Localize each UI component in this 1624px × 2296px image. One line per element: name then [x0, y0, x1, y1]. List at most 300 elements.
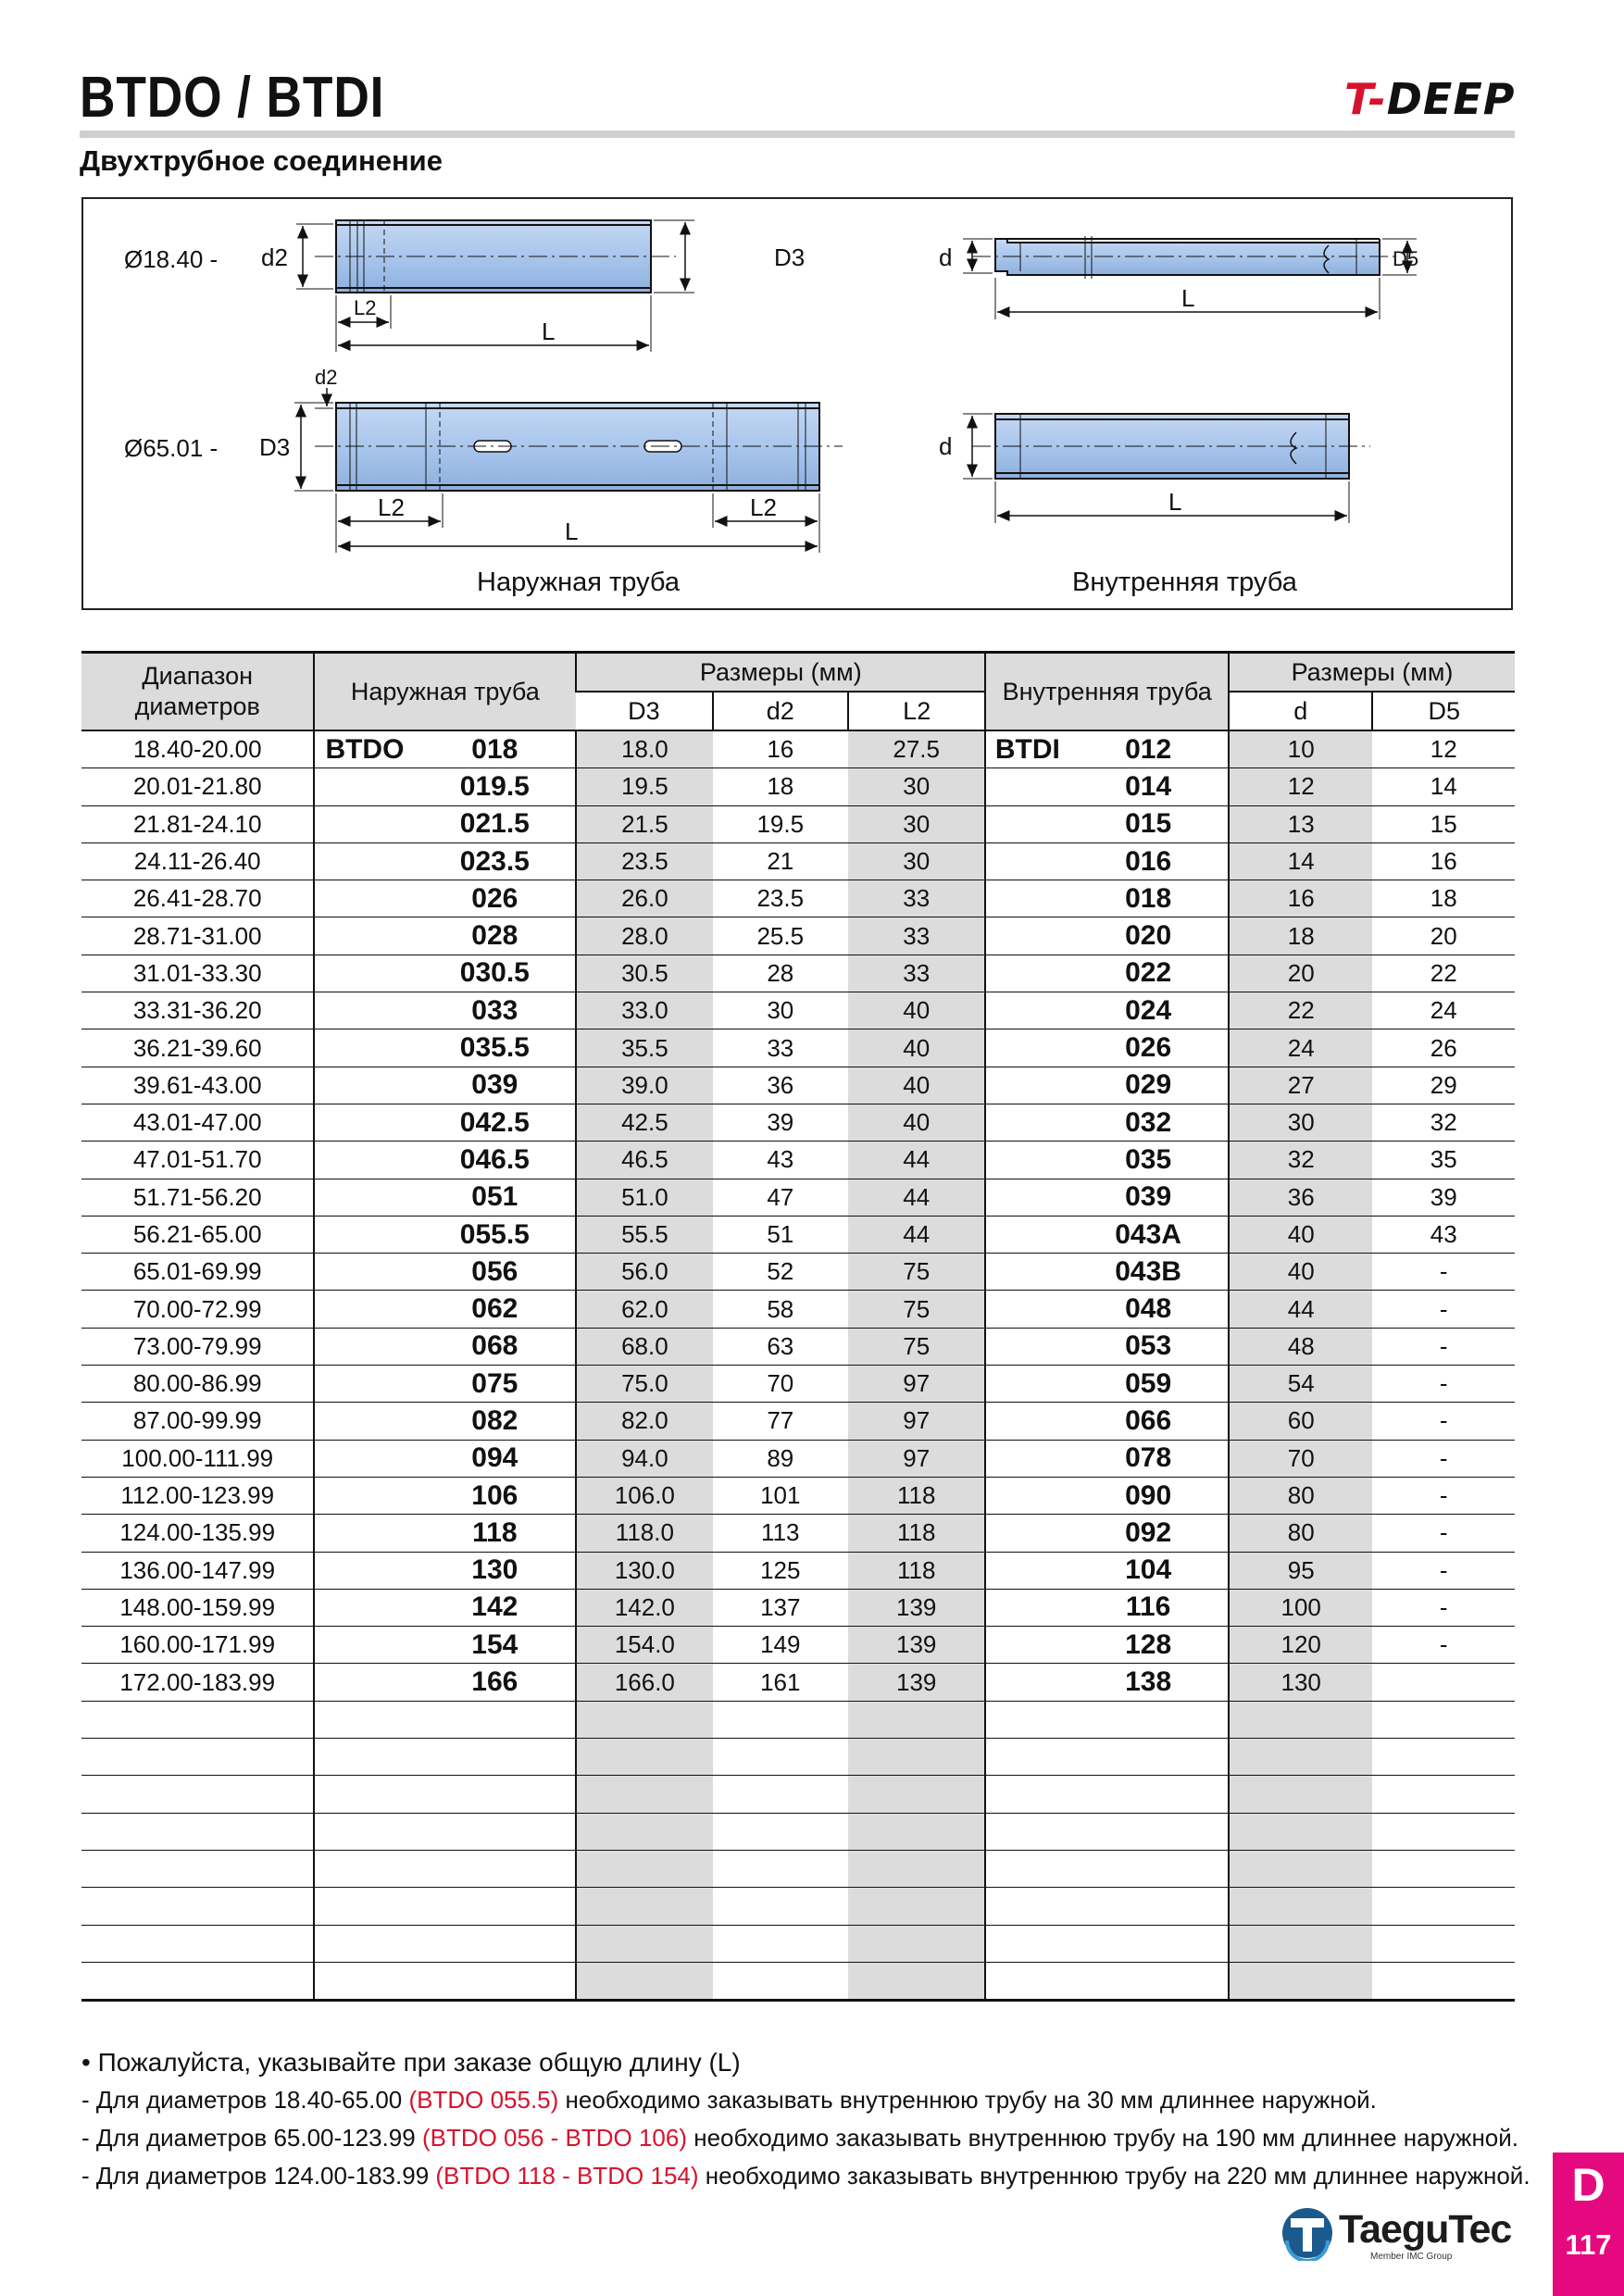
L2-cell: 75: [848, 1254, 985, 1291]
inner-code-cell: 015: [1068, 805, 1229, 842]
outer-prefix-cell: [314, 880, 414, 917]
table-row: [81, 1888, 1515, 1925]
range-cell: [81, 1925, 314, 1962]
inner-code-cell: 138: [1068, 1664, 1229, 1701]
L2-cell: [848, 1739, 985, 1776]
table-row: [81, 805, 1515, 842]
label-L2-right: L2: [750, 493, 777, 521]
d-cell: 54: [1229, 1366, 1373, 1403]
inner-prefix-cell: [985, 992, 1068, 1029]
outer-code-cell: 028: [414, 917, 576, 955]
outer-code-cell: [414, 1850, 576, 1887]
header-D5: D5: [1372, 692, 1515, 730]
header-outer-tube: Наружная труба: [314, 653, 576, 731]
outer-short-prefix: Ø18.40 -: [124, 245, 219, 273]
D3-cell: [576, 1701, 712, 1738]
outer-code-cell: 106: [414, 1477, 576, 1514]
range-cell: 87.00-99.99: [81, 1403, 314, 1440]
inner-prefix-cell: [985, 1701, 1068, 1738]
outer-code-cell: 154: [414, 1627, 576, 1664]
inner-prefix-cell: [985, 1142, 1068, 1179]
brand-logo: T-DEEP: [1344, 74, 1516, 124]
D5-cell: 43: [1372, 1216, 1515, 1253]
inner-prefix-cell: [985, 1440, 1068, 1477]
range-cell: 26.41-28.70: [81, 880, 314, 917]
L2-cell: 27.5: [848, 730, 985, 768]
d-cell: 12: [1229, 768, 1373, 805]
outer-prefix-cell: [314, 1850, 414, 1887]
d-cell: 120: [1229, 1627, 1373, 1664]
d-cell: 16: [1229, 880, 1373, 917]
label-D3: D3: [774, 243, 806, 271]
d2-cell: [713, 1701, 848, 1738]
inner-prefix-cell: [985, 955, 1068, 992]
range-cell: 65.01-69.99: [81, 1254, 314, 1291]
diagram-panel: [81, 197, 1513, 610]
table-row: [81, 1776, 1515, 1813]
table-row: [81, 1925, 1515, 1962]
L2-cell: 40: [848, 1104, 985, 1141]
range-cell: [81, 1739, 314, 1776]
D3-cell: [576, 1776, 712, 1813]
d-cell: 40: [1229, 1216, 1373, 1253]
note-line-2: - Для диаметров 65.00-123.99 (BTDO 056 - BTDO 106) необходимо заказывать внутреннюю трубу на 190 мм длиннее наружной.: [81, 2124, 1519, 2152]
L2-cell: 139: [848, 1664, 985, 1701]
range-cell: 172.00-183.99: [81, 1664, 314, 1701]
outer-code-cell: 068: [414, 1328, 576, 1365]
d-cell: 80: [1229, 1515, 1373, 1552]
header-dims-inner: Размеры (мм): [1229, 653, 1515, 693]
d-cell: 32: [1229, 1142, 1373, 1179]
D3-cell: 142.0: [576, 1589, 712, 1626]
D3-cell: 68.0: [576, 1328, 712, 1365]
L2-cell: [848, 1813, 985, 1850]
tube-drawings: [83, 199, 1515, 612]
d2-cell: 51: [713, 1216, 848, 1253]
table-row: [81, 1328, 1515, 1365]
L2-cell: [848, 1776, 985, 1813]
d-cell: 60: [1229, 1403, 1373, 1440]
L2-cell: [848, 1888, 985, 1925]
D5-cell: 16: [1372, 842, 1515, 880]
range-cell: 80.00-86.99: [81, 1366, 314, 1403]
L2-cell: [848, 1850, 985, 1887]
D3-cell: 118.0: [576, 1515, 712, 1552]
outer-code-cell: 035.5: [414, 1029, 576, 1067]
caption-outer-tube: Наружная труба: [477, 568, 680, 597]
inner-prefix-cell: [985, 1776, 1068, 1813]
inner-prefix-cell: [985, 805, 1068, 842]
outer-code-cell: 062: [414, 1291, 576, 1328]
inner-code-cell: 092: [1068, 1515, 1229, 1552]
outer-code-cell: 142: [414, 1589, 576, 1626]
inner-prefix-cell: [985, 1291, 1068, 1328]
D5-cell: 18: [1372, 880, 1515, 917]
inner-code-cell: 020: [1068, 917, 1229, 955]
d2-cell: 70: [713, 1366, 848, 1403]
L2-cell: 30: [848, 805, 985, 842]
inner-code-cell: 026: [1068, 1029, 1229, 1067]
page-number: 117: [1565, 2228, 1612, 2261]
range-cell: 51.71-56.20: [81, 1179, 314, 1216]
outer-code-cell: 021.5: [414, 805, 576, 842]
inner-code-cell: 039: [1068, 1179, 1229, 1216]
inner-prefix-cell: [985, 1366, 1068, 1403]
outer-code-cell: 018: [414, 730, 576, 768]
inner-code-cell: 043B: [1068, 1254, 1229, 1291]
range-cell: 73.00-79.99: [81, 1328, 314, 1365]
spec-table: [81, 651, 1515, 2002]
D5-cell: -: [1372, 1552, 1515, 1589]
d-cell: 13: [1229, 805, 1373, 842]
L2-cell: 118: [848, 1515, 985, 1552]
outer-code-cell: [414, 1813, 576, 1850]
header-inner-tube: Внутренняя труба: [985, 653, 1229, 731]
caption-inner-tube: Внутренняя труба: [1072, 568, 1297, 597]
header-d2: d2: [713, 692, 848, 730]
outer-code-cell: [414, 1925, 576, 1962]
outer-prefix-cell: [314, 1888, 414, 1925]
label-D5: D5: [1393, 247, 1419, 270]
table-row: [81, 1739, 1515, 1776]
D5-cell: -: [1372, 1403, 1515, 1440]
table-row: [81, 1254, 1515, 1291]
inner-prefix-cell: [985, 1813, 1068, 1850]
header-range: Диапазон диаметров: [81, 653, 314, 731]
inner-prefix-cell: BTDI: [985, 730, 1068, 768]
D5-cell: 22: [1372, 955, 1515, 992]
label-d-bottom: d: [939, 432, 953, 460]
outer-code-cell: 033: [414, 992, 576, 1029]
D3-cell: 33.0: [576, 992, 712, 1029]
inner-prefix-cell: [985, 1850, 1068, 1887]
d2-cell: 161: [713, 1664, 848, 1701]
inner-code-cell: 024: [1068, 992, 1229, 1029]
L2-cell: 40: [848, 1029, 985, 1067]
D5-cell: -: [1372, 1515, 1515, 1552]
d2-cell: 63: [713, 1328, 848, 1365]
d2-cell: [713, 1813, 848, 1850]
header-L2: L2: [848, 692, 985, 730]
table-row: [81, 1029, 1515, 1067]
range-cell: 160.00-171.99: [81, 1627, 314, 1664]
D3-cell: 55.5: [576, 1216, 712, 1253]
d2-cell: 43: [713, 1142, 848, 1179]
D3-cell: 94.0: [576, 1440, 712, 1477]
D5-cell: 20: [1372, 917, 1515, 955]
outer-code-cell: 166: [414, 1664, 576, 1701]
d2-cell: 101: [713, 1477, 848, 1514]
inner-code-cell: [1068, 1850, 1229, 1887]
D5-cell: 15: [1372, 805, 1515, 842]
range-cell: 124.00-135.99: [81, 1515, 314, 1552]
table-row: [81, 1291, 1515, 1328]
D5-cell: [1372, 1962, 1515, 2000]
inner-prefix-cell: [985, 1589, 1068, 1626]
section-tab: [1553, 2152, 1624, 2296]
d2-cell: [713, 1776, 848, 1813]
taegutec-logo: TaeguTec Member IMC Group: [1278, 2203, 1518, 2268]
range-cell: 148.00-159.99: [81, 1589, 314, 1626]
outer-code-cell: 030.5: [414, 955, 576, 992]
table-row: [81, 955, 1515, 992]
inner-code-cell: 078: [1068, 1440, 1229, 1477]
outer-prefix-cell: [314, 1813, 414, 1850]
outer-prefix-cell: [314, 1254, 414, 1291]
outer-code-cell: [414, 1888, 576, 1925]
D3-cell: 26.0: [576, 880, 712, 917]
D5-cell: [1372, 1813, 1515, 1850]
inner-prefix-cell: [985, 1888, 1068, 1925]
outer-prefix-cell: [314, 1366, 414, 1403]
L2-cell: 118: [848, 1552, 985, 1589]
d2-cell: 33: [713, 1029, 848, 1067]
inner-code-cell: [1068, 1813, 1229, 1850]
page-title: BTDO / BTDI: [80, 66, 385, 130]
L2-cell: 75: [848, 1328, 985, 1365]
table-row: [81, 1552, 1515, 1589]
D5-cell: -: [1372, 1328, 1515, 1365]
d-cell: 36: [1229, 1179, 1373, 1216]
range-cell: 18.40-20.00: [81, 730, 314, 768]
d-cell: 95: [1229, 1552, 1373, 1589]
outer-prefix-cell: [314, 1403, 414, 1440]
d2-cell: 23.5: [713, 880, 848, 917]
D5-cell: [1372, 1925, 1515, 1962]
d-cell: 22: [1229, 992, 1373, 1029]
L2-cell: 97: [848, 1366, 985, 1403]
inner-prefix-cell: [985, 880, 1068, 917]
table-row: [81, 1701, 1515, 1738]
d2-cell: [713, 1850, 848, 1887]
inner-prefix-cell: [985, 1216, 1068, 1253]
page-subtitle: Двухтрубное соединение: [80, 144, 443, 177]
d2-cell: 47: [713, 1179, 848, 1216]
inner-code-cell: [1068, 1776, 1229, 1813]
d-cell: 18: [1229, 917, 1373, 955]
D5-cell: 14: [1372, 768, 1515, 805]
d2-cell: 137: [713, 1589, 848, 1626]
label-L2-left: L2: [378, 493, 405, 521]
inner-prefix-cell: [985, 1552, 1068, 1589]
L2-cell: 44: [848, 1216, 985, 1253]
range-cell: 47.01-51.70: [81, 1142, 314, 1179]
D3-cell: [576, 1925, 712, 1962]
outer-code-cell: 019.5: [414, 768, 576, 805]
outer-prefix-cell: [314, 1440, 414, 1477]
outer-prefix-cell: [314, 1142, 414, 1179]
note-line-1: - Для диаметров 18.40-65.00 (BTDO 055.5) необходимо заказывать внутреннюю трубу на 30 мм длиннее наружной.: [81, 2086, 1377, 2114]
outer-prefix-cell: [314, 1291, 414, 1328]
L2-cell: [848, 1925, 985, 1962]
inner-prefix-cell: [985, 1254, 1068, 1291]
range-cell: 24.11-26.40: [81, 842, 314, 880]
range-cell: 36.21-39.60: [81, 1029, 314, 1067]
inner-code-cell: 022: [1068, 955, 1229, 992]
L2-cell: [848, 1701, 985, 1738]
d-cell: 40: [1229, 1254, 1373, 1291]
outer-prefix-cell: [314, 1776, 414, 1813]
L2-cell: 44: [848, 1179, 985, 1216]
d-cell: 20: [1229, 955, 1373, 992]
D3-cell: 62.0: [576, 1291, 712, 1328]
d2-cell: 18: [713, 768, 848, 805]
D3-cell: 166.0: [576, 1664, 712, 1701]
table-row: [81, 1962, 1515, 2000]
d2-cell: [713, 1888, 848, 1925]
table-row: [81, 1067, 1515, 1104]
L2-cell: 33: [848, 955, 985, 992]
d2-cell: [713, 1925, 848, 1962]
range-cell: 20.01-21.80: [81, 768, 314, 805]
label-L-inner: L: [1181, 284, 1195, 312]
label-L2: L2: [354, 296, 377, 319]
range-cell: 31.01-33.30: [81, 955, 314, 992]
D3-cell: 21.5: [576, 805, 712, 842]
L2-cell: 40: [848, 1067, 985, 1104]
inner-prefix-cell: [985, 1403, 1068, 1440]
inner-code-cell: 104: [1068, 1552, 1229, 1589]
D5-cell: 32: [1372, 1104, 1515, 1141]
outer-prefix-cell: [314, 1515, 414, 1552]
inner-prefix-cell: [985, 1739, 1068, 1776]
outer-code-cell: 118: [414, 1515, 576, 1552]
label-d2-bottom: d2: [315, 366, 338, 389]
d-cell: 27: [1229, 1067, 1373, 1104]
d-cell: [1229, 1888, 1373, 1925]
D5-cell: -: [1372, 1477, 1515, 1514]
d2-cell: 16: [713, 730, 848, 768]
header-D3: D3: [576, 692, 712, 730]
D3-cell: 19.5: [576, 768, 712, 805]
range-cell: 70.00-72.99: [81, 1291, 314, 1328]
outer-prefix-cell: [314, 1029, 414, 1067]
inner-code-cell: 048: [1068, 1291, 1229, 1328]
L2-cell: 97: [848, 1440, 985, 1477]
d-cell: [1229, 1813, 1373, 1850]
d2-cell: 25.5: [713, 917, 848, 955]
range-cell: [81, 1813, 314, 1850]
table-row: [81, 1179, 1515, 1216]
L2-cell: 30: [848, 768, 985, 805]
order-notes: [81, 2043, 1530, 2195]
inner-code-cell: 066: [1068, 1403, 1229, 1440]
table-row: [81, 880, 1515, 917]
outer-code-cell: [414, 1776, 576, 1813]
d-cell: [1229, 1701, 1373, 1738]
range-cell: [81, 1701, 314, 1738]
inner-prefix-cell: [985, 1477, 1068, 1514]
outer-prefix-cell: [314, 1477, 414, 1514]
d-cell: 100: [1229, 1589, 1373, 1626]
L2-cell: [848, 1962, 985, 2000]
inner-prefix-cell: [985, 768, 1068, 805]
d-cell: 10: [1229, 730, 1373, 768]
table-row: [81, 1440, 1515, 1477]
d-cell: 24: [1229, 1029, 1373, 1067]
d-cell: [1229, 1850, 1373, 1887]
table-row: [81, 1515, 1515, 1552]
table-row: [81, 917, 1515, 955]
inner-code-cell: 032: [1068, 1104, 1229, 1141]
table-row: [81, 842, 1515, 880]
range-cell: 136.00-147.99: [81, 1552, 314, 1589]
d2-cell: 39: [713, 1104, 848, 1141]
range-cell: [81, 1962, 314, 2000]
D5-cell: -: [1372, 1440, 1515, 1477]
inner-code-cell: 018: [1068, 880, 1229, 917]
range-cell: 33.31-36.20: [81, 992, 314, 1029]
d-cell: 30: [1229, 1104, 1373, 1141]
inner-code-cell: [1068, 1925, 1229, 1962]
outer-prefix-cell: [314, 1701, 414, 1738]
d2-cell: 28: [713, 955, 848, 992]
inner-prefix-cell: [985, 1627, 1068, 1664]
outer-prefix-cell: [314, 917, 414, 955]
outer-code-cell: [414, 1701, 576, 1738]
outer-prefix-cell: [314, 992, 414, 1029]
D3-cell: [576, 1739, 712, 1776]
title-rule: [80, 131, 1515, 138]
d2-cell: 52: [713, 1254, 848, 1291]
label-d: d: [939, 243, 953, 271]
outer-prefix-cell: [314, 955, 414, 992]
range-cell: 100.00-111.99: [81, 1440, 314, 1477]
outer-code-cell: 039: [414, 1067, 576, 1104]
outer-prefix-cell: [314, 1589, 414, 1626]
table-row: [81, 1142, 1515, 1179]
D3-cell: 51.0: [576, 1179, 712, 1216]
L2-cell: 33: [848, 917, 985, 955]
D5-cell: 29: [1372, 1067, 1515, 1104]
outer-prefix-cell: [314, 1104, 414, 1141]
outer-code-cell: 051: [414, 1179, 576, 1216]
range-cell: [81, 1850, 314, 1887]
note-line-3: - Для диаметров 124.00-183.99 (BTDO 118 - BTDO 154) необходимо заказывать внутреннюю трубу на 220 мм длиннее наружной.: [81, 2162, 1530, 2190]
label-L: L: [542, 318, 556, 345]
D5-cell: -: [1372, 1291, 1515, 1328]
table-row: [81, 1850, 1515, 1887]
inner-prefix-cell: [985, 1515, 1068, 1552]
D5-cell: 12: [1372, 730, 1515, 768]
outer-code-cell: 042.5: [414, 1104, 576, 1141]
inner-code-cell: 016: [1068, 842, 1229, 880]
d-cell: 44: [1229, 1291, 1373, 1328]
inner-code-cell: 090: [1068, 1477, 1229, 1514]
inner-code-cell: 043A: [1068, 1216, 1229, 1253]
inner-prefix-cell: [985, 1328, 1068, 1365]
inner-code-cell: 029: [1068, 1067, 1229, 1104]
range-cell: [81, 1888, 314, 1925]
D5-cell: [1372, 1850, 1515, 1887]
d2-cell: 149: [713, 1627, 848, 1664]
d2-cell: 113: [713, 1515, 848, 1552]
range-cell: [81, 1776, 314, 1813]
table-row: [81, 730, 1515, 768]
D5-cell: 26: [1372, 1029, 1515, 1067]
d-cell: 130: [1229, 1664, 1373, 1701]
D3-cell: 18.0: [576, 730, 712, 768]
D3-cell: 35.5: [576, 1029, 712, 1067]
d2-cell: [713, 1739, 848, 1776]
table-row: [81, 1627, 1515, 1664]
note-main: • Пожалуйста, указывайте при заказе общую длину (L): [81, 2048, 741, 2077]
d-cell: 14: [1229, 842, 1373, 880]
inner-code-cell: 012: [1068, 730, 1229, 768]
range-cell: 56.21-65.00: [81, 1216, 314, 1253]
outer-code-cell: 094: [414, 1440, 576, 1477]
table-row: [81, 1589, 1515, 1626]
